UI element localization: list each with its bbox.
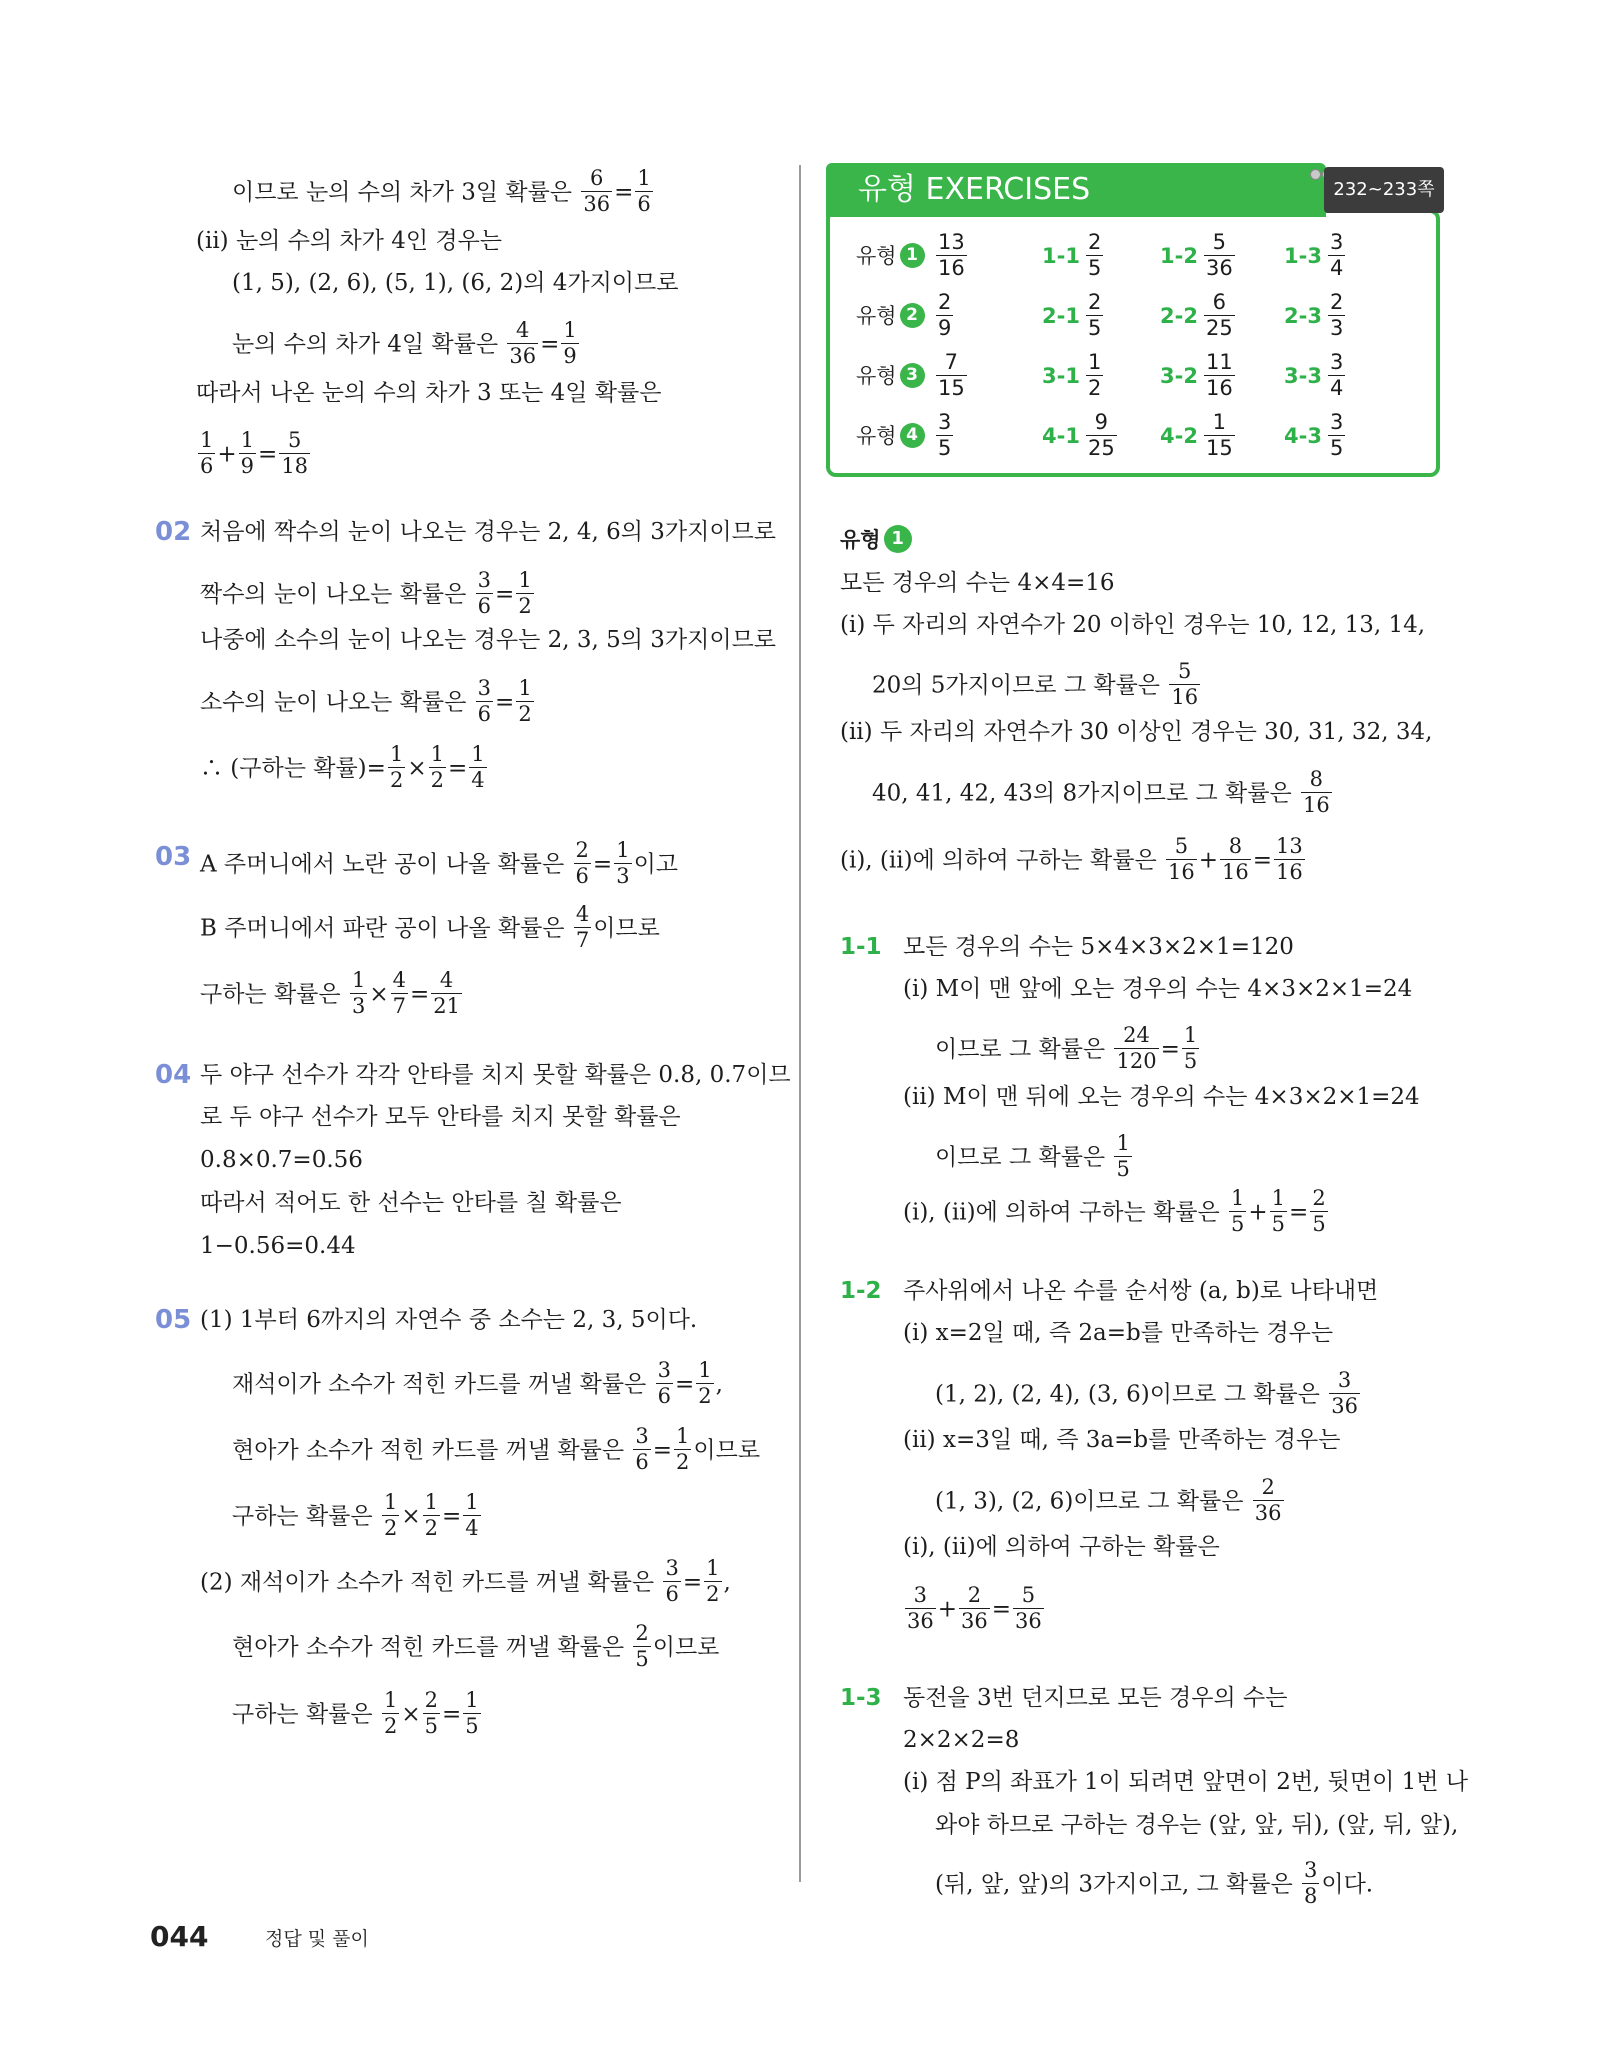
column-divider <box>799 165 801 1882</box>
fraction: $\frac{1}{9}$ <box>563 318 577 368</box>
text-line: $\frac{1}{6}$ + $\frac{1}{9}$ = $\frac{5}{18}$ <box>200 428 309 478</box>
fraction: $\frac{4}{21}$ <box>433 968 460 1018</box>
exercise-id: 4-2 <box>1160 424 1198 448</box>
fraction: $\frac{1}{5}$ <box>1183 1023 1198 1073</box>
fraction: $\frac{2}{5}$ <box>635 1621 649 1671</box>
problem-number: 05 <box>155 1305 192 1335</box>
fraction: $\frac{1}{2}$ <box>430 742 444 792</box>
text-line: 소수의 눈이 나오는 확률은 $\frac{3}{6}$ = $\frac{1}{2}$ <box>200 676 532 726</box>
exercise-id: 2-3 <box>1284 304 1322 328</box>
exercise-row: 유형 3 $\frac{7}{15}$ 3-1 $\frac{1}{2}$ 3-2 $\frac{11}{16}$ 3-3 $\frac{3}{4}$ <box>856 349 1416 403</box>
fraction: $\frac{13}{16}$ <box>1276 834 1303 884</box>
text-line: 와야 하므로 구하는 경우는 (앞, 앞, 뒤), (앞, 뒤, 앞), <box>935 1812 1459 1838</box>
fraction: $\frac{1}{3}$ <box>616 838 630 888</box>
text-line: (i), (ii)에 의하여 구하는 확률은 $\frac{1}{5}$ + $\frac{1}{5}$ = $\frac{2}{5}$ <box>903 1186 1326 1236</box>
fraction: $\frac{2}{5}$ <box>1088 289 1102 340</box>
exercise-row: 유형 4 $\frac{3}{5}$ 4-1 $\frac{9}{25}$ 4-2 $\frac{1}{15}$ 4-3 $\frac{3}{5}$ <box>856 409 1416 463</box>
fraction: $\frac{1}{2}$ <box>389 742 404 792</box>
problem-number: 1-1 <box>840 934 882 960</box>
fraction: $\frac{3}{5}$ <box>1330 409 1344 460</box>
text-line: (1) 1부터 6까지의 자연수 중 소수는 2, 3, 5이다. <box>200 1307 698 1333</box>
fraction: $\frac{3}{6}$ <box>635 1424 649 1474</box>
exercise-id: 2-2 <box>1160 304 1198 328</box>
fraction: $\frac{24}{120}$ <box>1116 1023 1157 1073</box>
fraction: $\frac{1}{15}$ <box>1206 409 1233 460</box>
fraction: $\frac{1}{4}$ <box>471 742 485 792</box>
exercise-id: 1-1 <box>1042 244 1080 268</box>
text-line: A 주머니에서 노란 공이 나올 확률은 $\frac{2}{6}$ = $\frac{1}{3}$ 이고 <box>200 838 678 888</box>
exercise-id: 3-1 <box>1042 364 1080 388</box>
text-line: 이므로 그 확률은 $\frac{1}{5}$ <box>935 1131 1130 1181</box>
exercise-row: 유형 1 $\frac{13}{16}$ 1-1 $\frac{2}{5}$ 1-2 $\frac{5}{36}$ 1-3 $\frac{3}{4}$ <box>856 229 1416 283</box>
text-line: 두 야구 선수가 각각 안타를 치지 못할 확률은 0.8, 0.7이므 <box>200 1062 791 1088</box>
type-number-badge: 4 <box>900 423 925 448</box>
type-number-badge: 1 <box>884 525 912 553</box>
text-line: 현아가 소수가 적힌 카드를 꺼낼 확률은 $\frac{3}{6}$ = $\frac{1}{2}$ 이므로 <box>232 1424 761 1474</box>
fraction: $\frac{3}{8}$ <box>1304 1858 1318 1908</box>
problem-number: 1-3 <box>840 1685 882 1711</box>
text-line: 로 두 야구 선수가 모두 안타를 치지 못할 확률은 <box>200 1104 681 1130</box>
page-range-tag: 232~233쪽 <box>1324 167 1444 213</box>
text-line: 2×2×2=8 <box>903 1727 1020 1753</box>
exercise-row: 유형 2 $\frac{2}{9}$ 2-1 $\frac{2}{5}$ 2-2 $\frac{6}{25}$ 2-3 $\frac{2}{3}$ <box>856 289 1416 343</box>
text-line: 구하는 확률은 $\frac{1}{2}$ × $\frac{2}{5}$ = $\frac{1}{5}$ <box>232 1688 479 1738</box>
fraction: $\frac{1}{6}$ <box>637 166 651 216</box>
text-line: 동전을 3번 던지므로 모든 경우의 수는 <box>903 1685 1288 1711</box>
text-line: (1, 5), (2, 6), (5, 1), (6, 2)의 4가지이므로 <box>232 270 679 296</box>
fraction: $\frac{13}{16}$ <box>938 229 965 280</box>
fraction: $\frac{9}{25}$ <box>1088 409 1115 460</box>
text-line: 구하는 확률은 $\frac{1}{3}$ × $\frac{4}{7}$ = $\frac{4}{21}$ <box>200 968 460 1018</box>
fraction: $\frac{5}{16}$ <box>1171 659 1199 709</box>
exercise-id: 4-3 <box>1284 424 1322 448</box>
text-line: (1, 2), (2, 4), (3, 6)이므로 그 확률은 $\frac{3}{36}$ <box>935 1368 1358 1418</box>
text-line: 짝수의 눈이 나오는 확률은 $\frac{3}{6}$ = $\frac{1}{2}$ <box>200 568 532 618</box>
exercises-box <box>826 163 1444 480</box>
text-line: (i) x=2일 때, 즉 2a=b를 만족하는 경우는 <box>903 1320 1334 1346</box>
text-line: 모든 경우의 수는 4×4=16 <box>840 570 1115 596</box>
exercise-id: 3-3 <box>1284 364 1322 388</box>
text-line: 이므로 눈의 수의 차가 3일 확률은 $\frac{6}{36}$ = $\frac{1}{6}$ <box>232 166 651 216</box>
footer-title: 정답 및 풀이 <box>265 1928 369 1950</box>
text-line: (2) 재석이가 소수가 적힌 카드를 꺼낼 확률은 $\frac{3}{6}$ = $\frac{1}{2}$ , <box>200 1556 731 1606</box>
fraction: $\frac{2}{5}$ <box>1312 1186 1326 1236</box>
fraction: $\frac{2}{36}$ <box>961 1583 988 1633</box>
exercise-id: 4-1 <box>1042 424 1080 448</box>
fraction: $\frac{1}{2}$ <box>1088 349 1102 400</box>
fraction: $\frac{2}{3}$ <box>1330 289 1344 340</box>
text-line: (i) 두 자리의 자연수가 20 이하인 경우는 10, 12, 13, 14, <box>840 612 1426 638</box>
fraction: $\frac{1}{5}$ <box>1231 1186 1245 1236</box>
text-line: 눈의 수의 차가 4일 확률은 $\frac{4}{36}$ = $\frac{1}{9}$ <box>232 318 577 368</box>
fraction: $\frac{3}{4}$ <box>1330 229 1344 280</box>
fraction: $\frac{3}{5}$ <box>938 409 952 460</box>
text-line: 40, 41, 42, 43의 8가지이므로 그 확률은 $\frac{8}{16}$ <box>872 767 1330 817</box>
fraction: $\frac{3}{36}$ <box>1331 1368 1358 1418</box>
fraction: $\frac{1}{2}$ <box>383 1490 398 1540</box>
fraction: $\frac{1}{9}$ <box>240 428 255 478</box>
text-line: 현아가 소수가 적힌 카드를 꺼낼 확률은 $\frac{2}{5}$ 이므로 <box>232 1621 720 1671</box>
fraction: $\frac{8}{16}$ <box>1303 767 1330 817</box>
text-line: 이므로 그 확률은 $\frac{24}{120}$ = $\frac{1}{5}$ <box>935 1023 1198 1073</box>
fraction: $\frac{1}{2}$ <box>706 1556 720 1606</box>
fraction: $\frac{3}{6}$ <box>477 568 492 618</box>
fraction: $\frac{3}{36}$ <box>907 1583 934 1633</box>
exercises-title: 유형 EXERCISES <box>826 163 1326 217</box>
fraction: $\frac{2}{6}$ <box>575 838 589 888</box>
fraction: $\frac{6}{36}$ <box>583 166 611 216</box>
text-line: ∴ (구하는 확률)= $\frac{1}{2}$ × $\frac{1}{2}$ = $\frac{1}{4}$ <box>200 742 485 792</box>
text-line: 재석이가 소수가 적힌 카드를 꺼낼 확률은 $\frac{3}{6}$ = $\frac{1}{2}$ , <box>232 1358 723 1408</box>
fraction: $\frac{1}{5}$ <box>1116 1131 1130 1181</box>
type-heading: 유형 1 <box>840 525 912 555</box>
fraction: $\frac{7}{15}$ <box>938 349 965 400</box>
text-line: (1, 3), (2, 6)이므로 그 확률은 $\frac{2}{36}$ <box>935 1475 1282 1525</box>
text-line: 1−0.56=0.44 <box>200 1233 356 1259</box>
type-number-badge: 3 <box>900 363 925 388</box>
fraction: $\frac{1}{5}$ <box>1271 1186 1286 1236</box>
text-line: 20의 5가지이므로 그 확률은 $\frac{5}{16}$ <box>872 659 1199 709</box>
fraction: $\frac{5}{16}$ <box>1168 834 1195 884</box>
fraction: $\frac{5}{36}$ <box>1206 229 1233 280</box>
fraction: $\frac{2}{36}$ <box>1254 1475 1282 1525</box>
text-line: 나중에 소수의 눈이 나오는 경우는 2, 3, 5의 3가지이므로 <box>200 627 777 653</box>
fraction: $\frac{4}{7}$ <box>575 902 590 952</box>
type-number-badge: 1 <box>900 243 925 268</box>
text-line: (i), (ii)에 의하여 구하는 확률은 <box>903 1534 1220 1560</box>
fraction: $\frac{5}{18}$ <box>281 428 309 478</box>
exercise-id: 2-1 <box>1042 304 1080 328</box>
fraction: $\frac{1}{2}$ <box>424 1490 438 1540</box>
text-line: 따라서 적어도 한 선수는 안타를 칠 확률은 <box>200 1190 622 1216</box>
text-line: 주사위에서 나온 수를 순서쌍 (a, b)로 나타내면 <box>903 1278 1379 1304</box>
text-line: (i) M이 맨 앞에 오는 경우의 수는 4×3×2×1=24 <box>903 976 1413 1002</box>
text-line: (i) 점 P의 좌표가 1이 되려면 앞면이 2번, 뒷면이 1번 나 <box>903 1769 1469 1795</box>
exercise-id: 3-2 <box>1160 364 1198 388</box>
fraction: $\frac{5}{36}$ <box>1015 1583 1042 1633</box>
fraction: $\frac{1}{6}$ <box>200 428 214 478</box>
fraction: $\frac{8}{16}$ <box>1222 834 1249 884</box>
fraction: $\frac{1}{3}$ <box>351 968 366 1018</box>
text-line: 구하는 확률은 $\frac{1}{2}$ × $\frac{1}{2}$ = $\frac{1}{4}$ <box>232 1490 479 1540</box>
fraction: $\frac{3}{4}$ <box>1330 349 1344 400</box>
type-number-badge: 2 <box>900 303 925 328</box>
fraction: $\frac{1}{2}$ <box>383 1688 398 1738</box>
fraction: $\frac{1}{4}$ <box>465 1490 479 1540</box>
text-line: 모든 경우의 수는 5×4×3×2×1=120 <box>903 934 1294 960</box>
fraction: $\frac{3}{6}$ <box>657 1358 671 1408</box>
text-line: (ii) M이 맨 뒤에 오는 경우의 수는 4×3×2×1=24 <box>903 1084 1420 1110</box>
problem-number: 03 <box>155 842 192 872</box>
text-line: (i), (ii)에 의하여 구하는 확률은 $\frac{5}{16}$ + $\frac{8}{16}$ = $\frac{13}{16}$ <box>840 834 1303 884</box>
fraction: $\frac{1}{2}$ <box>518 568 532 618</box>
fraction: $\frac{1}{2}$ <box>518 676 532 726</box>
fraction: $\frac{2}{5}$ <box>424 1688 438 1738</box>
text-line: 0.8×0.7=0.56 <box>200 1147 363 1173</box>
text-line: (ii) 두 자리의 자연수가 30 이상인 경우는 30, 31, 32, 34, <box>840 719 1433 745</box>
fraction: $\frac{1}{2}$ <box>698 1358 712 1408</box>
fraction: $\frac{3}{6}$ <box>665 1556 679 1606</box>
fraction: $\frac{1}{2}$ <box>676 1424 690 1474</box>
text-line: 처음에 짝수의 눈이 나오는 경우는 2, 4, 6의 3가지이므로 <box>200 519 777 545</box>
text-line: $\frac{3}{36}$ + $\frac{2}{36}$ = $\frac{5}{36}$ <box>907 1583 1042 1633</box>
text-line: (뒤, 앞, 앞)의 3가지이고, 그 확률은 $\frac{3}{8}$ 이다. <box>935 1858 1374 1908</box>
fraction: $\frac{11}{16}$ <box>1206 349 1233 400</box>
fraction: $\frac{4}{7}$ <box>392 968 406 1018</box>
text-line: (ii) 눈의 수의 차가 4인 경우는 <box>196 228 503 254</box>
fraction: $\frac{2}{9}$ <box>938 289 952 340</box>
fraction: $\frac{1}{5}$ <box>465 1688 479 1738</box>
fraction: $\frac{4}{36}$ <box>509 318 537 368</box>
exercise-id: 1-3 <box>1284 244 1322 268</box>
fraction: $\frac{2}{5}$ <box>1088 229 1102 280</box>
fraction: $\frac{6}{25}$ <box>1206 289 1233 340</box>
text-line: 따라서 나온 눈의 수의 차가 3 또는 4일 확률은 <box>196 380 662 406</box>
problem-number: 04 <box>155 1060 192 1090</box>
problem-number: 02 <box>155 517 192 547</box>
fraction: $\frac{3}{6}$ <box>477 676 492 726</box>
text-line: B 주머니에서 파란 공이 나올 확률은 $\frac{4}{7}$ 이므로 <box>200 902 660 952</box>
problem-number: 1-2 <box>840 1278 882 1304</box>
text-line: (ii) x=3일 때, 즉 3a=b를 만족하는 경우는 <box>903 1427 1341 1453</box>
exercise-id: 1-2 <box>1160 244 1198 268</box>
page-number: 044 <box>150 1920 209 1953</box>
